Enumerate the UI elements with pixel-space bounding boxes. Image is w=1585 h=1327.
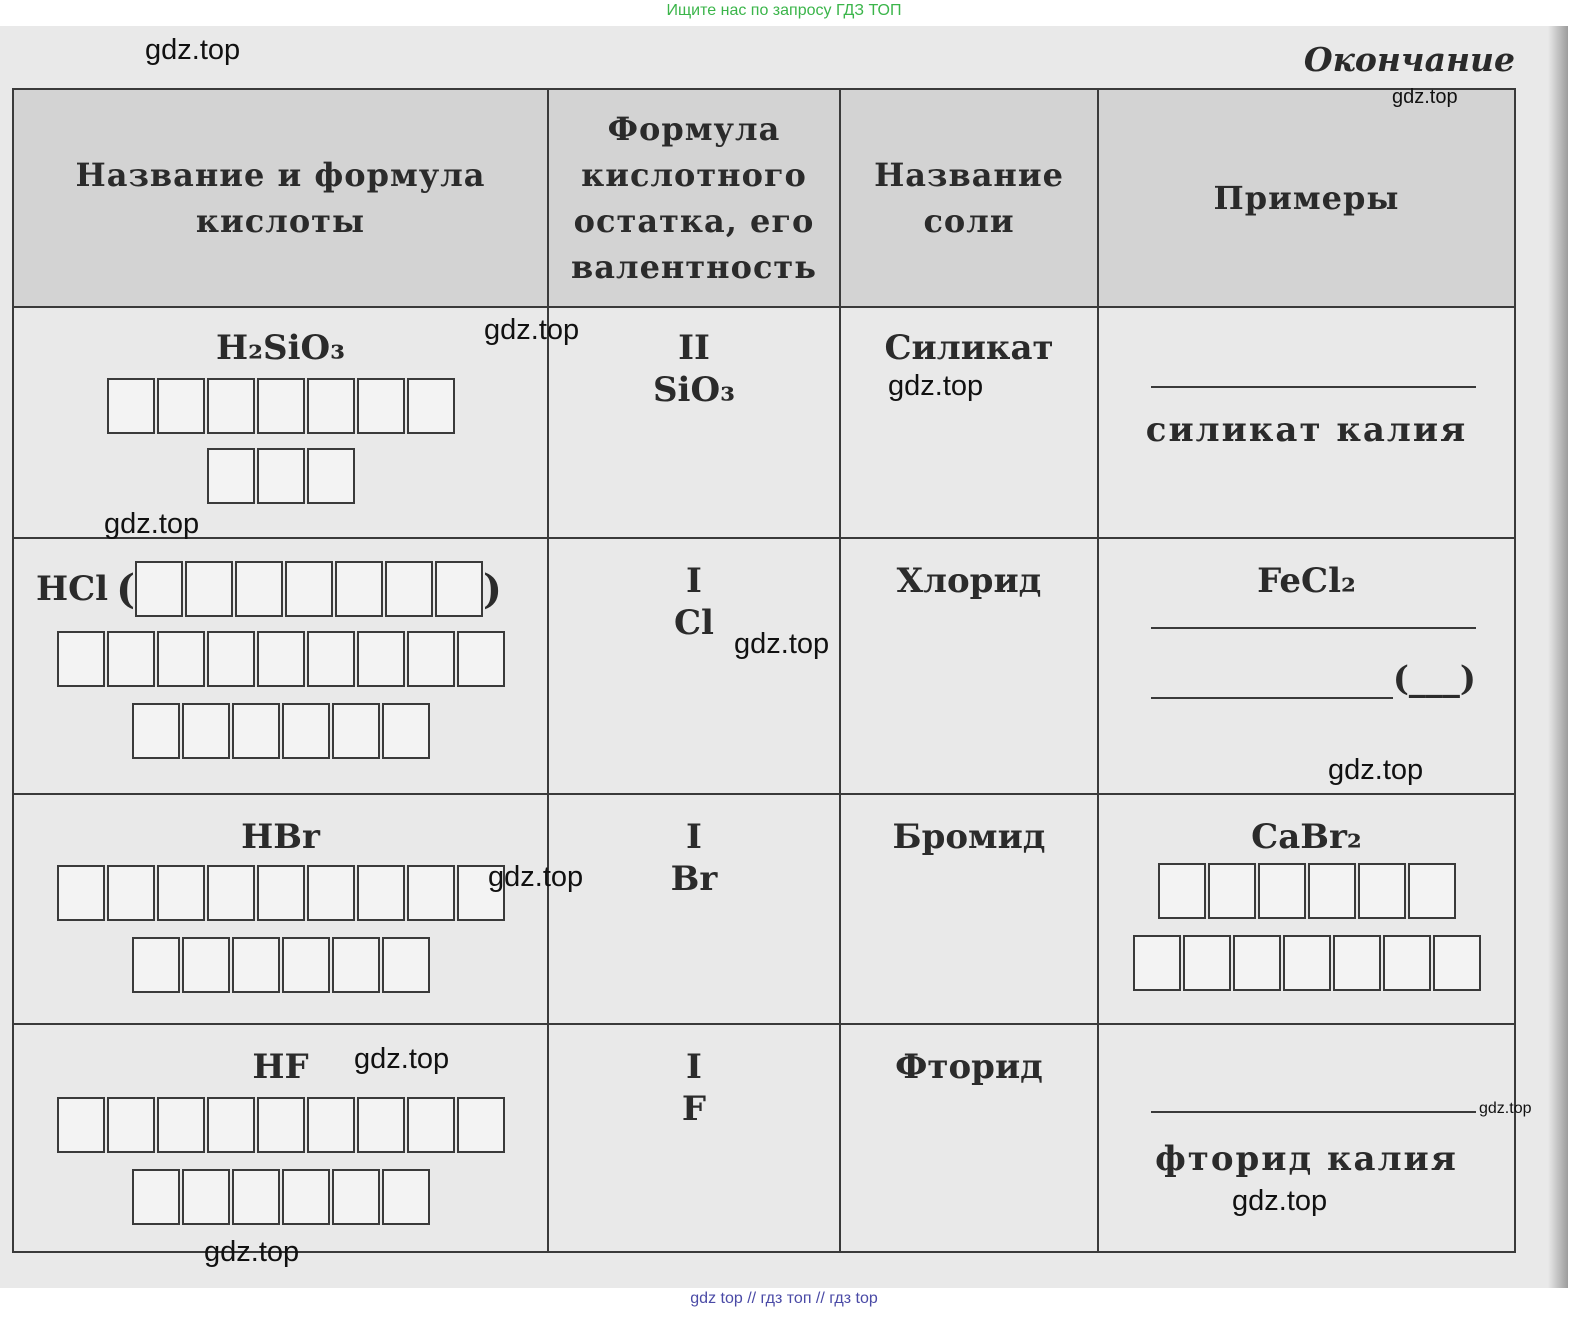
answer-boxes[interactable] (14, 1169, 547, 1225)
page-edge-shadow (1548, 26, 1568, 1288)
salt-name: Фторид (895, 1047, 1043, 1087)
valence: I (686, 561, 702, 601)
acid-cell (13, 794, 548, 1024)
example-text: фторид калия (1155, 1139, 1458, 1179)
salt-cell (840, 794, 1098, 1024)
example-formula: FeCl₂ (1257, 561, 1356, 601)
salt-cell (840, 307, 1098, 538)
answer-paren[interactable]: (___) (1392, 659, 1476, 699)
header-salt: Название соли (840, 89, 1098, 307)
answer-boxes[interactable] (14, 865, 547, 921)
residue-cell (548, 538, 840, 794)
table-row (13, 538, 1515, 794)
residue-cell (548, 307, 840, 538)
answer-boxes[interactable] (1099, 935, 1514, 991)
acid-cell (13, 1024, 548, 1252)
watermark: gdz.top (1232, 1185, 1328, 1217)
example-cell (1098, 307, 1515, 538)
answer-boxes[interactable] (14, 1097, 547, 1153)
answer-line[interactable] (1151, 669, 1393, 699)
valence: I (686, 1047, 702, 1087)
residue-formula: Cl (674, 603, 714, 643)
watermark: gdz.top (354, 1043, 450, 1075)
table-row (13, 794, 1515, 1024)
header-residue: Формула кислотного остатка, его валентность (548, 89, 840, 307)
watermark: gdz.top (204, 1236, 300, 1268)
example-text: силикат калия (1145, 410, 1468, 450)
salt-cell (840, 1024, 1098, 1252)
acid-formula: HBr (241, 817, 320, 857)
watermark: gdz.top (1392, 86, 1458, 108)
bottom-banner[interactable]: gdz top // гдз топ // гдз top (690, 1290, 878, 1307)
residue-cell (548, 1024, 840, 1252)
acid-cell (13, 307, 548, 538)
salt-cell (840, 538, 1098, 794)
answer-boxes[interactable] (14, 937, 547, 993)
answer-boxes[interactable] (1099, 863, 1514, 919)
watermark: gdz.top (1328, 754, 1424, 786)
answer-line[interactable] (1151, 386, 1476, 388)
answer-boxes[interactable] (14, 703, 547, 759)
header-row (13, 89, 1515, 307)
table-row (13, 307, 1515, 538)
watermark: gdz.top (484, 314, 580, 346)
answer-boxes[interactable] (14, 448, 547, 504)
valence: I (686, 817, 702, 857)
answer-line[interactable] (1151, 627, 1476, 629)
salt-name: Бромид (892, 817, 1046, 857)
residue-formula: F (681, 1089, 707, 1129)
watermark: gdz.top (1479, 1100, 1532, 1117)
acid-cell: HCl ( ) (13, 538, 548, 794)
watermark: gdz.top (488, 861, 584, 893)
watermark: gdz.top (145, 34, 241, 66)
header-examples: Примеры (1098, 89, 1515, 307)
answer-boxes[interactable] (135, 561, 483, 617)
salt-name: Силикат (884, 328, 1054, 368)
residue-formula: Br (670, 859, 718, 899)
top-banner[interactable]: Ищите нас по запросу ГДЗ ТОП (666, 2, 902, 19)
example-formula: CaBr₂ (1251, 817, 1362, 857)
watermark: gdz.top (888, 370, 984, 402)
acids-salts-table (12, 88, 1516, 1253)
watermark: gdz.top (734, 628, 830, 660)
acid-formula: HCl (36, 569, 109, 609)
watermark: gdz.top (104, 508, 200, 540)
acid-formula: HF (252, 1047, 309, 1087)
ending-label: Окончание (1303, 40, 1515, 79)
valence: II (678, 328, 710, 368)
example-cell (1098, 794, 1515, 1024)
answer-boxes[interactable] (14, 631, 547, 687)
header-acid: Название и формула кислоты (13, 89, 548, 307)
acid-formula: H₂SiO₃ (216, 328, 345, 368)
residue-cell (548, 794, 840, 1024)
answer-line[interactable] (1151, 1111, 1476, 1113)
residue-formula: SiO₃ (653, 370, 735, 410)
salt-name: Хлорид (896, 561, 1042, 601)
example-cell (1098, 538, 1515, 794)
answer-boxes[interactable] (14, 378, 547, 434)
